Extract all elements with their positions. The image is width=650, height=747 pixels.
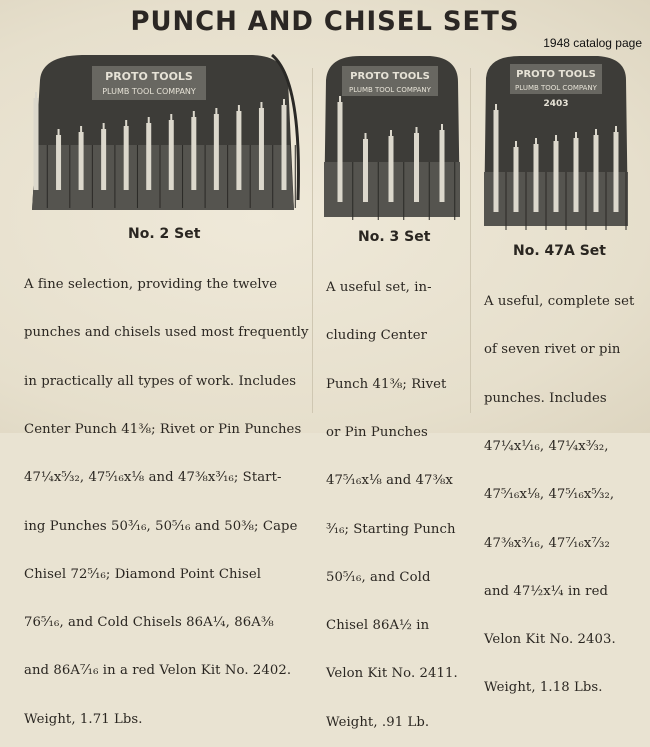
desc-line: 47⁵⁄₁₆x⅛ and 47⅜x (326, 473, 453, 489)
desc-line: 47⁵⁄₁₆x⅛, 47⁵⁄₁₆x⁵⁄₃₂, (484, 487, 615, 503)
tool-tip (555, 135, 557, 141)
desc-line: 47¼x¹⁄₁₆, 47¼x³⁄₃₂, (484, 439, 609, 455)
desc-line: Punch 41⅜; Rivet (326, 376, 447, 392)
tool-tip (339, 96, 341, 102)
tool-punch (363, 139, 368, 202)
tool-punch (259, 108, 264, 190)
tool-tip (365, 133, 367, 139)
tool-tip (535, 138, 537, 144)
tool-punch (236, 111, 241, 190)
tool-tip (125, 120, 127, 126)
tool-punch (440, 130, 445, 202)
desc-line: and 47½x¼ in red (484, 583, 609, 599)
desc-line: A fine selection, providing the twelve (24, 277, 278, 293)
tool-punch (574, 138, 579, 212)
tool-tip (103, 123, 105, 129)
desc-line: Weight, .91 Lb. (326, 714, 430, 730)
desc-line: A useful, complete set (484, 294, 635, 310)
kit-brand-label: PROTO TOOLS (516, 69, 596, 80)
tool-punch (414, 133, 419, 202)
kit-company-label: PLUMB TOOL COMPANY (102, 87, 196, 96)
tool-punch (79, 132, 84, 190)
tool-punch (34, 98, 39, 190)
desc-line: Velon Kit No. 2411. (326, 666, 458, 682)
tool-punch (494, 110, 499, 212)
tool-punch (614, 132, 619, 212)
tool-punch (214, 114, 219, 190)
kit-image-no47a (480, 52, 632, 230)
kit-number-label: 2403 (543, 99, 569, 109)
desc-line: punches and chisels used most frequently (24, 325, 309, 341)
kit-brand-label: PROTO TOOLS (350, 71, 430, 82)
tool-punch (56, 135, 61, 190)
tool-punch (514, 147, 519, 212)
desc-line: Center Punch 41⅜; Rivet or Pin Punches (24, 422, 302, 438)
tool-punch (594, 135, 599, 212)
tool-tip (148, 117, 150, 123)
tool-tip (35, 92, 37, 98)
column-divider (470, 68, 471, 413)
kit-brand-label: PROTO TOOLS (105, 70, 193, 83)
tool-punch (124, 126, 129, 190)
tool-tip (575, 132, 577, 138)
kit-description-no3 (326, 248, 458, 747)
desc-line: 50⁵⁄₁₆, and Cold (326, 569, 431, 585)
kit-title-no3: No. 3 Set (358, 229, 431, 245)
tool-tip (595, 129, 597, 135)
desc-line: 47⅜x³⁄₁₆, 47⁷⁄₁₆x⁷⁄₃₂ (484, 535, 610, 551)
desc-line: cluding Center (326, 328, 428, 344)
tool-tip (80, 126, 82, 132)
tool-tip (441, 124, 443, 130)
tool-tip (238, 105, 240, 111)
kit-title-no47a: No. 47A Set (513, 243, 606, 259)
tool-tip (193, 111, 195, 117)
desc-line: of seven rivet or pin (484, 342, 621, 358)
kit-company-label: PLUMB TOOL COMPANY (349, 86, 431, 94)
tool-punch (338, 102, 343, 202)
desc-line: ing Punches 50³⁄₁₆, 50⁵⁄₁₆ and 50⅜; Cape (24, 518, 298, 534)
tool-tip (58, 129, 60, 135)
kit-company-label: PLUMB TOOL COMPANY (515, 84, 597, 92)
tool-tip (615, 126, 617, 132)
tool-tip (390, 130, 392, 136)
desc-line: punches. Includes (484, 390, 607, 406)
desc-line: 76⁵⁄₁₆, and Cold Chisels 86A¼, 86A⅜ (24, 615, 274, 631)
desc-line: and 86A⁷⁄₁₆ in a red Velon Kit No. 2402. (24, 663, 292, 679)
tool-tip (416, 127, 418, 133)
desc-line: or Pin Punches (326, 425, 428, 441)
tool-punch (169, 120, 174, 190)
column-divider (312, 68, 313, 413)
kit-image-no2 (22, 50, 304, 215)
desc-line: Weight, 1.71 Lbs. (24, 711, 143, 727)
desc-line: ³⁄₁₆; Starting Punch (326, 521, 456, 537)
kit-description-no47a (484, 262, 634, 713)
desc-line: A useful set, in- (326, 280, 432, 296)
kit-title-no2: No. 2 Set (128, 226, 201, 242)
tool-punch (534, 144, 539, 212)
tool-punch (146, 123, 151, 190)
kit-description-no2 (24, 245, 309, 744)
tool-tip (215, 108, 217, 114)
tool-tip (283, 99, 285, 105)
tool-punch (389, 136, 394, 202)
tool-punch (101, 129, 106, 190)
desc-line: in practically all types of work. Includes (24, 373, 297, 389)
kit-image-no3 (320, 52, 462, 222)
tool-tip (170, 114, 172, 120)
tool-tip (515, 141, 517, 147)
tool-punch (191, 117, 196, 190)
desc-line: Chisel 86A½ in (326, 618, 430, 634)
tool-punch (282, 105, 287, 190)
page-title: PUNCH AND CHISEL SETS (130, 6, 520, 37)
desc-line: Velon Kit No. 2403. (484, 632, 616, 648)
tool-tip (495, 104, 497, 110)
desc-line: 47¼x⁵⁄₃₂, 47⁵⁄₁₆x⅛ and 47⅜x³⁄₁₆; Start- (24, 470, 282, 486)
catalog-note: 1948 catalog page (543, 36, 642, 50)
desc-line: Weight, 1.18 Lbs. (484, 680, 603, 696)
desc-line: Chisel 72⁵⁄₁₆; Diamond Point Chisel (24, 566, 262, 582)
tool-punch (554, 141, 559, 212)
tool-tip (260, 102, 262, 108)
